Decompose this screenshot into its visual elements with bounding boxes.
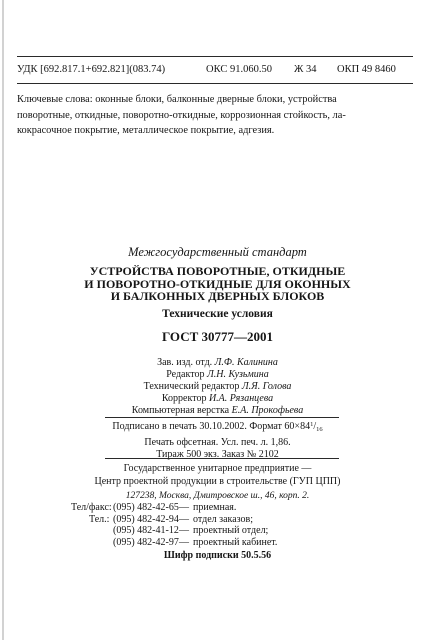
credit-role: Редактор (166, 369, 205, 380)
phone-dash: — (179, 525, 189, 536)
keywords-line: кокрасочное покрытие, металлическое покрытие, адгезия. (17, 125, 275, 136)
credit-line (20, 369, 415, 381)
credit-line (20, 405, 415, 417)
print-info (20, 419, 415, 462)
format-slash: / (313, 421, 317, 432)
udk-code: УДК [692.817.1+692.821](083.74) (17, 64, 166, 75)
credit-role: Компьютерная верстка (131, 405, 230, 416)
credit-name: Л.Н. Кузьмина (206, 369, 269, 380)
print-rule-top (105, 417, 339, 418)
keywords-line: Ключевые слова: оконные блоки, балконные дверные блоки, устройства (17, 94, 337, 105)
phone-dash: — (179, 536, 189, 548)
credit-role: Корректор (161, 393, 207, 404)
credit-name: Л.Я. Голова (241, 381, 292, 392)
print-line: Тираж 500 экз. Заказ № 2102 (156, 449, 279, 460)
format-sup: 1 (310, 421, 314, 428)
title-line: И БАЛКОННЫХ ДВЕРНЫХ БЛОКОВ (110, 289, 325, 303)
phone-desc: проектный отдел; (193, 525, 269, 536)
credit-line (20, 357, 415, 369)
oks-code: ОКС 91.060.50 (206, 64, 272, 75)
format-sub: 16 (316, 426, 323, 433)
phone-dash: — (179, 513, 189, 525)
print-line: Печать офсетная. Усл. печ. л. 1,86. (144, 436, 291, 448)
okp-code: ОКП 49 8460 (337, 64, 396, 75)
credit-name: Е.А. Прокофьева (231, 405, 304, 416)
print-signed: Подписано в печать 30.10.2002. Формат 60×84 (112, 421, 311, 432)
top-rule (17, 56, 413, 57)
subscription-cipher: Шифр подписки 50.5.56 (163, 550, 272, 561)
credit-name: И.А. Рязанцева (208, 393, 274, 404)
title-line: УСТРОЙСТВА ПОВОРОТНЫЕ, ОТКИДНЫЕ (89, 264, 346, 278)
gost-number: ГОСТ 30777—2001 (161, 329, 274, 344)
page-edge-shadow (2, 0, 4, 640)
publisher-line: Государственное унитарное предприятие — (123, 463, 312, 474)
title-line: И ПОВОРОТНО-ОТКИДНЫЕ ДЛЯ ОКОННЫХ (84, 276, 351, 291)
credit-name: Л.Ф. Калинина (214, 357, 278, 368)
publisher-block (20, 463, 415, 503)
standard-title (20, 265, 415, 303)
phone-label: Тел.: (89, 513, 110, 525)
phone-number: (095) 482-41-12 (113, 525, 179, 536)
phone-desc: проектный кабинет. (193, 536, 278, 548)
phone-number: (095) 482-42-65 (113, 502, 179, 513)
zh-code: Ж 34 (294, 64, 317, 75)
standard-subtitle: Технические условия (162, 308, 273, 320)
credit-role: Технический редактор (143, 381, 240, 392)
credit-line (20, 393, 415, 405)
classification-rule (17, 83, 413, 84)
standard-type: Межгосударственный стандарт (128, 245, 307, 259)
publisher-line: Центр проектной продукции в строительстве (ГУП ЦПП) (94, 475, 341, 487)
print-rule-bottom (105, 458, 339, 459)
credit-line (20, 381, 415, 393)
phone-desc: отдел заказов; (193, 513, 254, 525)
keywords-paragraph (17, 92, 413, 139)
phone-desc: приемная. (193, 502, 237, 513)
keywords-line: поворотные, откидные, поворотно-откидные, коррозионная стойкость, ла- (17, 109, 346, 121)
phone-label: Тел/факс: (71, 502, 112, 513)
print-line (20, 419, 415, 437)
publisher-address: 127238, Москва, Дмитровское ш., 46, корп. 2. (125, 491, 310, 501)
phone-number: (095) 482-42-94 (113, 513, 179, 525)
credit-role: Зав. изд. отд. (157, 357, 213, 368)
phone-number: (095) 482-42-97 (113, 536, 179, 548)
credits-block (20, 357, 415, 417)
phone-dash: — (179, 502, 189, 513)
